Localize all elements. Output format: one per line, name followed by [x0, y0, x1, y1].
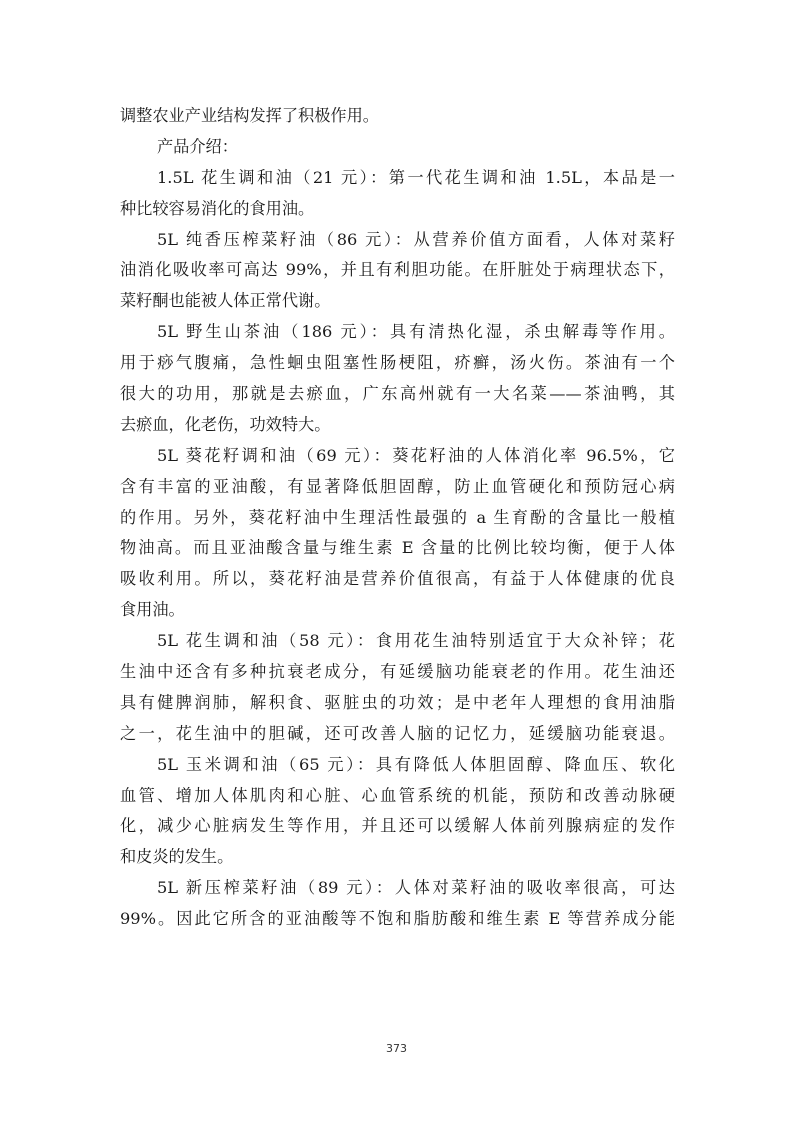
text-line: 具有健脾润肺，解积食、驱脏虫的功效；是中老年人理想的食用油脂 [120, 692, 675, 712]
text-line: 调整农业产业结构发挥了积极作用。 [120, 106, 379, 125]
text-line: 去瘀血，化老伤，功效特大。 [120, 414, 331, 434]
text-line: 99%。因此它所含的亚油酸等不饱和脂肪酸和维生素 E 等营养成分能 [120, 909, 675, 929]
text-line: 5L 纯香压榨菜籽油（86 元）：从营养价值方面看，人体对菜籽 [157, 229, 675, 249]
text-line: 5L 玉米调和油（65 元）：具有降低人体胆固醇、降血压、软化 [157, 754, 675, 774]
page-number: 373 [386, 1042, 407, 1055]
document-body [120, 101, 675, 935]
text-line: 用于痧气腹痛，急性蛔虫阻塞性肠梗阻，疥癣，汤火伤。茶油有一个 [120, 353, 675, 373]
text-line: 含有丰富的亚油酸，有显著降低胆固醇，防止血管硬化和预防冠心病 [120, 476, 675, 496]
text-line: 5L 花生调和油（58 元）：食用花生油特别适宜于大众补锌；花 [157, 631, 675, 651]
text-line: 血管、增加人体肌肉和心脏、心血管系统的机能，预防和改善动脉硬 [120, 785, 675, 805]
text-line: 5L 新压榨菜籽油（89 元）：人体对菜籽油的吸收率很高，可达 [157, 878, 675, 898]
text-line: 和皮炎的发生。 [120, 847, 234, 867]
text-line: 食用油。 [120, 600, 185, 620]
text-line: 物油高。而且亚油酸含量与维生素 E 含量的比例比较均衡，便于人体 [120, 538, 675, 558]
text-line: 吸收利用。所以，葵花籽油是营养价值很高，有益于人体健康的优良 [120, 569, 675, 589]
text-line: 化，减少心脏病发生等作用，并且还可以缓解人体前列腺病症的发作 [120, 816, 675, 836]
text-line: 种比较容易消化的食用油。 [120, 198, 315, 218]
text-line: 的作用。另外，葵花籽油中生理活性最强的 a 生育酚的含量比一般植 [120, 507, 675, 527]
text-line: 5L 野生山茶油（186 元）：具有清热化湿，杀虫解毒等作用。 [157, 322, 675, 342]
text-line: 之一，花生油中的胆碱，还可改善人脑的记忆力，延缓脑功能衰退。 [120, 723, 675, 743]
text-line: 油消化吸收率可高达 99%，并且有利胆功能。在肝脏处于病理状态下， [120, 260, 675, 280]
text-line: 5L 葵花籽调和油（69 元）：葵花籽油的人体消化率 96.5%，它 [157, 445, 675, 465]
section-heading: 产品介绍： [157, 136, 238, 156]
text-line: 菜籽酮也能被人体正常代谢。 [120, 291, 331, 311]
text-line: 很大的功用，那就是去瘀血，广东高州就有一大名菜——茶油鸭，其 [120, 384, 675, 404]
text-line: 1.5L 花生调和油（21 元）：第一代花生调和油 1.5L，本品是一 [157, 167, 675, 187]
text-line: 生油中还含有多种抗衰老成分，有延缓脑功能衰老的作用。花生油还 [120, 662, 675, 682]
